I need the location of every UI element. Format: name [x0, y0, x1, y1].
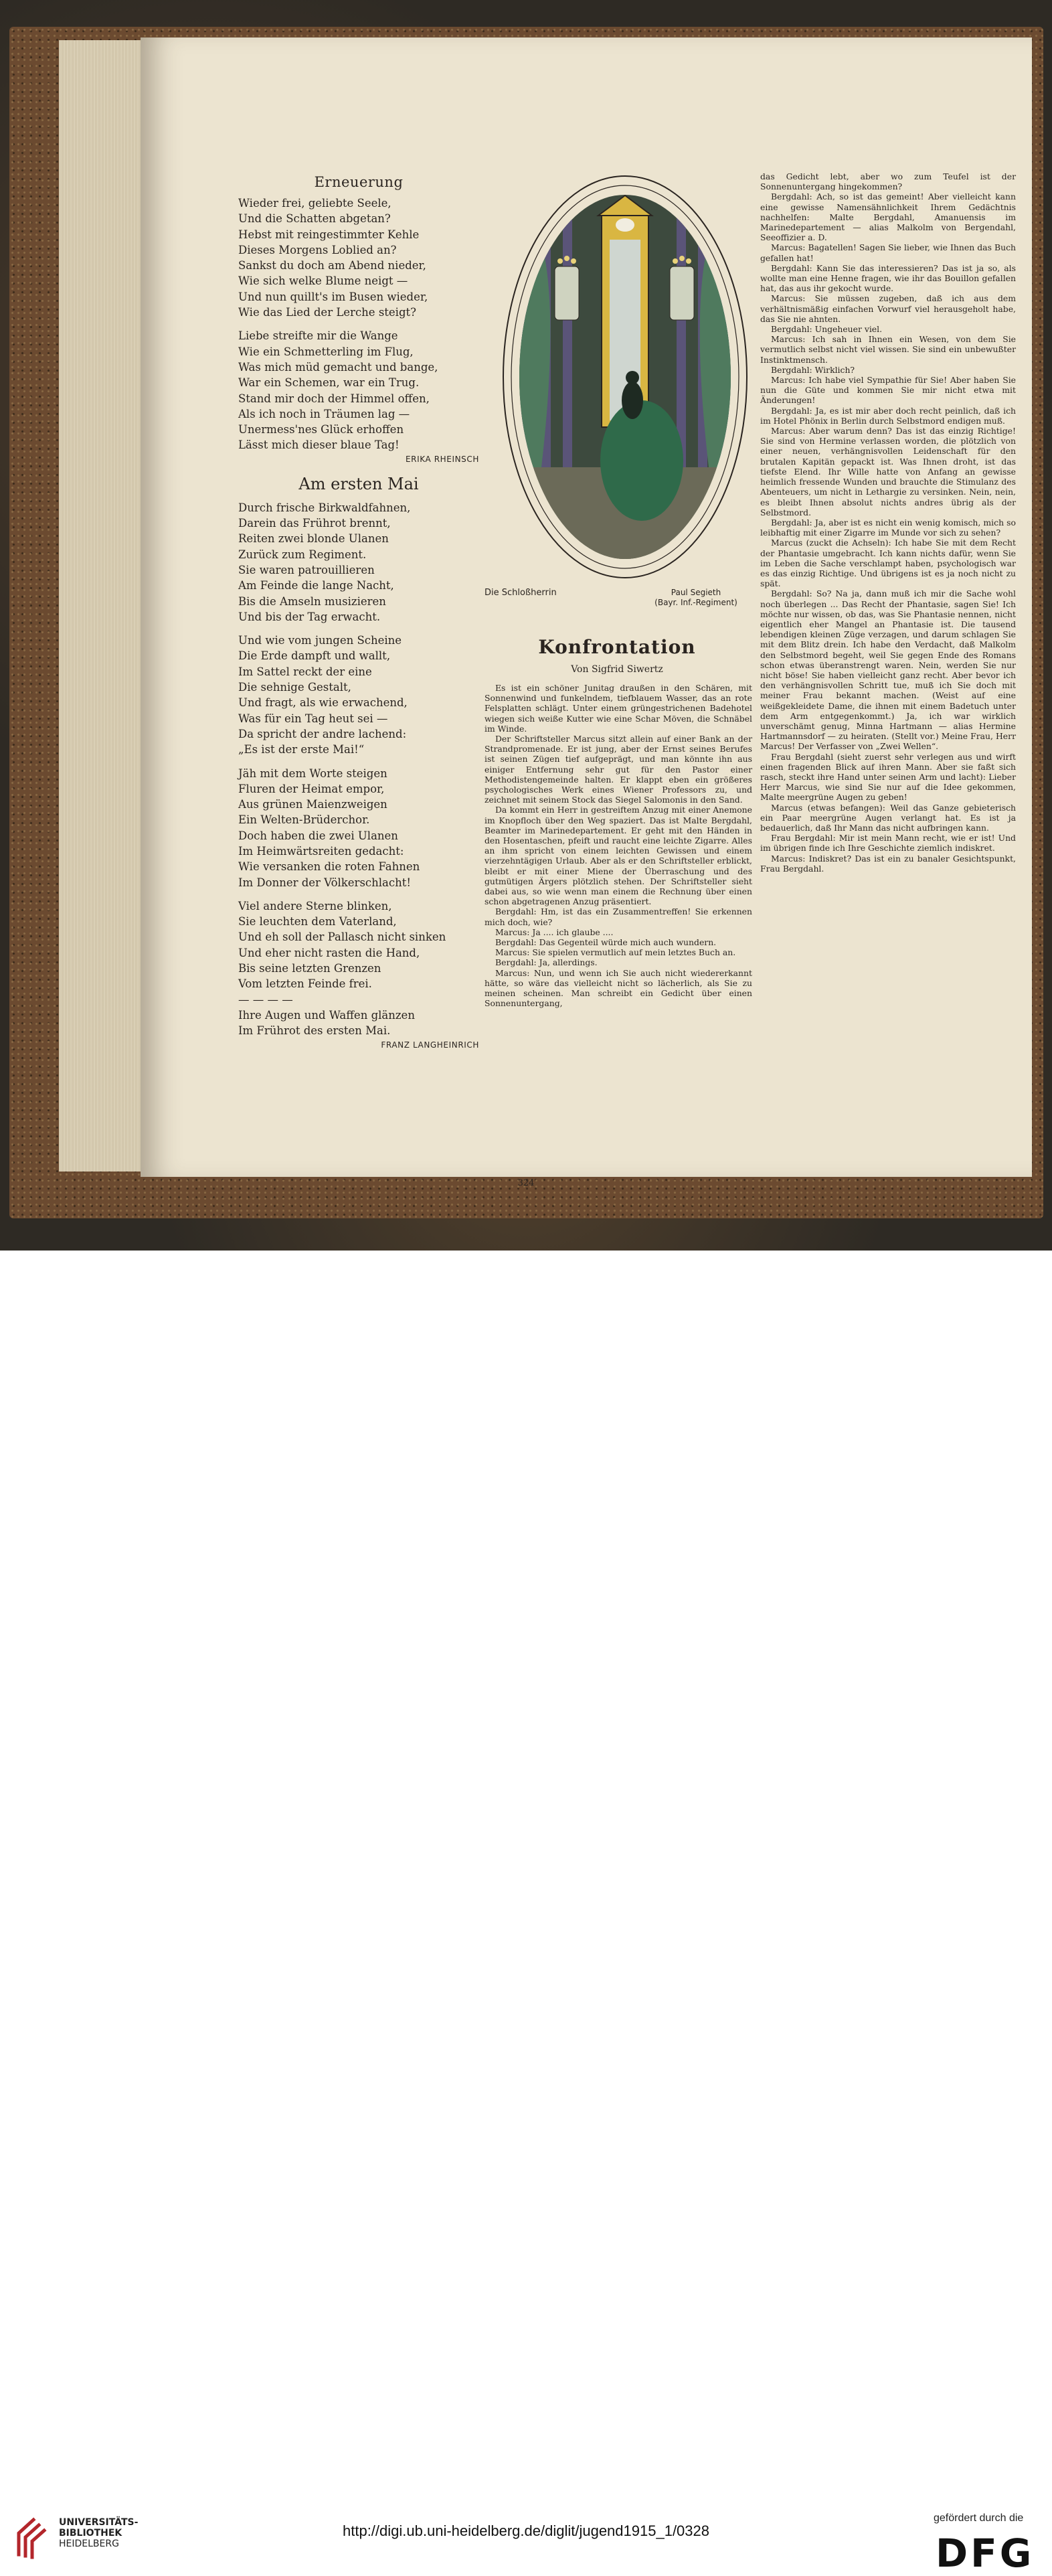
story-paragraph: Marcus: Bagatellen! Sagen Sie lieber, wie Ihnen das Buch gefallen hat!	[760, 242, 1016, 263]
poem-title-erneuerung: Erneuerung	[314, 174, 404, 190]
funded-by-label: gefördert durch die	[934, 2512, 1024, 2524]
poem2-stanza: Viel andere Sterne blinken, Sie leuchten dem Vaterland, Und eh soll der Pallasch nicht sinken Und eher nicht rasten die Hand, Bis seine letzten Grenzen Vom letzten Feinde frei. — — — — Ihre Augen und Waffen glänzen Im Frührot des ersten Mai.	[238, 899, 446, 1038]
scanned-book-spread	[0, 0, 1052, 1251]
illustration-die-schlossherrin	[501, 173, 749, 581]
story-paragraph: Bergdahl: Ach, so ist das gemeint! Aber vielleicht kann eine gewisse Namensähnlichkeit Ihrem Gedächtnis nachhelfen: Malte Bergdahl, Amanuensis im Marinedepartement — alias Malkolm von Bergendahl, Seeoffizier a. D.	[760, 191, 1016, 243]
caption-artist-regiment: (Bayr. Inf.-Regiment)	[654, 598, 737, 607]
dfg-logo[interactable]: DFG	[936, 2530, 1035, 2576]
library-line: HEIDELBERG	[59, 2539, 119, 2549]
story-paragraph: Bergdahl: Hm, ist das ein Zusammentreffen! Sie erkennen mich doch, wie?	[485, 906, 752, 927]
poem2-stanza: Durch frische Birkwaldfahnen, Darein das Frührot brennt, Reiten zwei blonde Ulanen Zurück zum Regiment. Sie waren patrouillieren Am Feinde die lange Nacht, Bis die Amseln musizieren Und bis der Tag erwacht.	[238, 501, 411, 623]
illustration-caption-title: Die Schloßherrin	[485, 588, 557, 598]
story-paragraph: Marcus: Ja .... ich glaube ....	[495, 927, 614, 937]
poem1-author: ERIKA RHEINSCH	[405, 454, 479, 464]
story-paragraph: Marcus: Aber warum denn? Das ist das einzig Richtige! Sie sind von Hermine verlassen worden, die plötzlich von einer neuen, verhängnisvollen Leidenschaft für den brutalen Kapitän gepackt ist. Was Ihnen droht, ist das tiefste Elend. Ihr Wille hatte von Anfang an gewisse heimlich fressende Wunden und brauchte die Stimulanz des Abenteuers, um nicht in Lethargie zu versinken. Nein, nein, es bleibt Ihnen absolut nichts andres übrig als der Selbstmord.	[760, 426, 1016, 517]
poem2-stanza: Jäh mit dem Worte steigen Fluren der Heimat empor, Aus grünen Maienzweigen Ein Welten-Brüderchor. Doch haben die zwei Ulanen Im Heimwärtsreiten gedacht: Wie versanken die roten Fahnen Im Donner der Völkerschlacht!	[238, 767, 420, 889]
library-line: UNIVERSITÄTS-	[59, 2517, 139, 2528]
story-paragraph: Bergdahl: Wirklich?	[771, 364, 855, 375]
story-paragraph: Marcus: Ich sah in Ihnen ein Wesen, von dem Sie vermutlich selbst nicht viel wissen. Sie sind ein unbewußter Instinktmensch.	[760, 334, 1016, 365]
story-paragraph: Bergdahl: Das Gegenteil würde mich auch wundern.	[495, 937, 717, 948]
permalink-url[interactable]: http://digi.ub.uni-heidelberg.de/diglit/jugend1915_1/0328	[343, 2522, 709, 2539]
caption-artist-name: Paul Segieth	[671, 588, 721, 597]
story-title: Konfrontation	[538, 636, 696, 658]
story-paragraph: Es ist ein schöner Junitag draußen in den Schären, mit Sonnenwind und funkelndem, tiefblauem Wasser, das an rote Felsplatten schlägt. Unter einem grüngestrichenen Badehotel wiegen sich weiße Kutter wie eine Schar Möven, die Schnäbel im Winde.	[485, 683, 752, 734]
illustration-caption-artist	[646, 588, 746, 608]
story-column-right	[760, 171, 1016, 874]
page-number: 324	[517, 1178, 535, 1188]
story-paragraph: Frau Bergdahl: Mir ist mein Mann recht, wie er ist! Und im übrigen finde ich Ihre Geschichte ziemlich indiskret.	[760, 833, 1016, 854]
viewer-footer	[0, 1251, 1052, 2576]
story-author: Von Sigfrid Siwertz	[571, 664, 663, 675]
story-paragraph: Bergdahl: Ja, aber ist es nicht ein wenig komisch, mich so leibhaftig mit einer Zigarre im Munde vor sich zu sehen?	[760, 517, 1016, 538]
library-line: BIBLIOTHEK	[59, 2528, 122, 2539]
story-paragraph: Bergdahl: Ja, es ist mir aber doch recht peinlich, daß ich im Hotel Phönix in Berlin durch Selbstmord endigen muß.	[760, 405, 1016, 426]
story-paragraph: Marcus: Sie spielen vermutlich auf mein letztes Buch an.	[495, 947, 736, 958]
story-paragraph: Marcus: Nun, und wenn ich Sie auch nicht wiedererkannt hätte, so wäre das vielleicht nicht so lächerlich, als Sie zu meinen scheinen. Man schreibt ein Gedicht über einen Sonnenuntergang,	[485, 967, 752, 1009]
story-paragraph: Der Schriftsteller Marcus sitzt allein auf einer Bank an der Strandpromenade. Er ist jung, aber der Ernst seines Berufes ist seinen Zügen tief aufgeprägt, und man könnte ihn aus einiger Entfernung sehr gut für den Pastor einer Methodistengemeinde halten. Er klappt eben ein größeres psychologisches Werk eines Wiener Professors zu, und zeichnet mit seinem Stock das Siegel Salomonis in den Sand.	[485, 734, 752, 805]
story-paragraph: Marcus (etwas befangen): Weil das Ganze gebieterisch ein Paar meergrüne Augen verlangt hat. Es ist ja bedauerlich, daß Ihr Mann das nicht aufbringen kann.	[760, 802, 1016, 833]
story-paragraph: das Gedicht lebt, aber wo zum Teufel ist der Sonnenuntergang hingekommen?	[760, 171, 1016, 192]
story-paragraph: Bergdahl: So? Na ja, dann muß ich mir die Sache wohl noch überlegen ... Das Recht der Phantasie, sagen Sie! Ich möchte nur wissen, ob das, was Sie Phantasie nennen, nicht eigentlich eher Mangel an Phantasie ist. Die tausend lebendigen kleinen Züge verzagen, und darum schlagen Sie mit dem Blitz drein. Ich habe den Verdacht, daß Malkolm den Selbstmord begeht, weil Sie gegen Ende des Romans schon etwas überanstrengt waren. Nein, werden Sie nur nicht böse! Sie haben vielleicht ganz recht. Aber bevor ich den verhängnisvollen Schritt tue, muß ich Sie doch mit meiner Frau bekannt machen. (Weist auf eine weißgekleidete Dame, die ihnen mit einem Badetuch unter dem Arm entgegenkommt.) Ja, ich war wirklich unverschämt genug, Minna Hartmann — alias Hermine Hartmannsdorf — zu heiraten. (Stellt vor.) Meine Frau, Herr Marcus! Der Verfasser von „Zwei Wellen“.	[760, 588, 1016, 752]
story-paragraph: Marcus: Sie müssen zugeben, daß ich aus dem verhältnismäßig einfachen Vorwurf viel herausgeholt habe, das Sie nie ahnten.	[760, 293, 1016, 324]
poem2-stanza: Und wie vom jungen Scheine Die Erde dampft und wallt, Im Sattel reckt der eine Die sehnige Gestalt, Und fragt, als wie erwachend, Was für ein Tag heut sei — Da spricht der andre lachend: „Es ist der erste Mai!“	[238, 634, 408, 756]
story-paragraph: Da kommt ein Herr in gestreiftem Anzug mit einer Anemone im Knopfloch über den Weg spaziert. Das ist Malte Bergdahl, Beamter im Marinedepartement. Er geht mit den Händen in den Hosentaschen, pfeift und raucht eine leichte Zigarre. Alles an ihm spricht von einem leichten Gewissen und einem vierzehntägigen Urlaub. Aber als er den Schriftsteller erblickt, bleibt er mit einer Miene der Überraschung und des gutmütigen Ärgers plötzlich stehen. Der Schriftsteller sieht dabei aus, so wie wenn man einem die Rechnung über einen schon abgetragenen Anzug präsentiert.	[485, 805, 752, 907]
story-paragraph: Marcus (zuckt die Achseln): Ich habe Sie mit dem Recht der Phantasie umgebracht. Ich kann nichts dafür, wenn Sie im Leben die Sache verschlampt haben, psychologisch war es das einzig Richtige. Und übrigens ist es ja noch nicht zu spät.	[760, 538, 1016, 589]
poem-title-am-ersten-mai: Am ersten Mai	[298, 474, 419, 493]
story-paragraph: Marcus: Ich habe viel Sympathie für Sie! Aber haben Sie nun die Güte und kommen Sie mir nicht etwa mit Änderungen!	[760, 375, 1016, 406]
story-paragraph: Frau Bergdahl (sieht zuerst sehr verlegen aus und wirft einen fragenden Blick auf ihren Mann. Aber sie faßt sich rasch, steckt ihre Hand unter seinen Arm und lacht): Lieber Herr Marcus, wie sind Sie nur auf die Idee gekommen, Malte meergrüne Augen zu geben!	[760, 751, 1016, 803]
page-edges	[59, 40, 146, 1172]
story-paragraph: Marcus: Indiskret? Das ist ein zu banaler Gesichtspunkt, Frau Bergdahl.	[760, 853, 1016, 874]
story-column-middle	[485, 683, 752, 1009]
story-paragraph: Bergdahl: Kann Sie das interessieren? Das ist ja so, als wollte man eine Henne fragen, wie ihr das Bouillon gefallen hat, das aus ihr gekocht wurde.	[760, 262, 1016, 294]
poem1-stanza: Wieder frei, geliebte Seele, Und die Schatten abgetan? Hebst mit reingestimmter Kehle Dieses Morgens Loblied an? Sankst du doch am Abend nieder, Wie sich welke Blume neigt — Und nun quillt's im Busen wieder, Wie das Lied der Lerche steigt?	[238, 197, 428, 319]
story-paragraph: Bergdahl: Ja, allerdings.	[495, 957, 598, 968]
poem2-author: FRANZ LANGHEINRICH	[381, 1040, 479, 1050]
poem-column	[238, 174, 479, 1060]
poem1-stanza: Liebe streifte mir die Wange Wie ein Schmetterling im Flug, Was mich müd gemacht und bange, War ein Schemen, war ein Trug. Stand mir doch der Himmel offen, Als ich noch in Träumen lag — Unermess'nes Glück erhoffen Lässt mich dieser blaue Tag!	[238, 329, 438, 452]
story-paragraph: Bergdahl: Ungeheuer viel.	[771, 324, 883, 335]
